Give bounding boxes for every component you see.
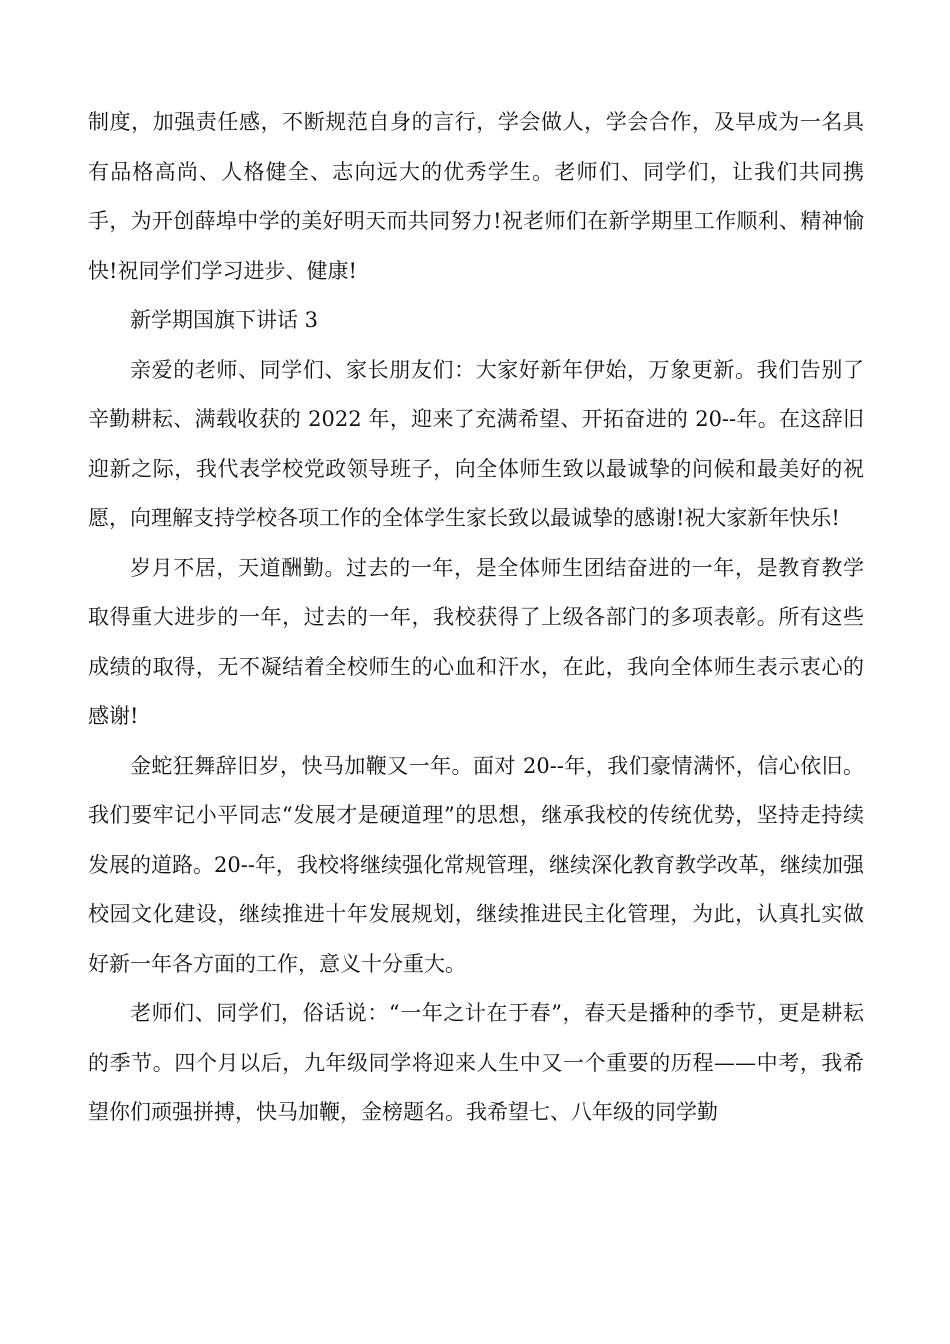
paragraph-past-year: 岁月不居，天道酬勤。过去的一年，是全体师生团结奋进的一年，是教育教学取得重大进步的一年，过去的一年，我校获得了上级各部门的多项表彰。所有这些成绩的取得，无不凝结着全校师生的心血和汗水，在此，我向全体师生表示衷心的感谢!: [88, 555, 864, 728]
section-heading: 新学期国旗下讲话 3: [130, 308, 319, 332]
paragraph-continuation: 制度，加强责任感，不断规范自身的言行，学会做人，学会合作，及早成为一名具有品格高尚、人格健全、志向远大的优秀学生。老师们、同学们，让我们共同携手，为开创薛埠中学的美好明天而共同努力!祝老师们在新学期里工作顺利、精神愉快!祝同学们学习进步、健康!: [88, 110, 864, 283]
paragraph-greeting: 亲爱的老师、同学们、家长朋友们：大家好新年伊始，万象更新。我们告别了辛勤耕耘、满载收获的 2022 年，迎来了充满希望、开拓奋进的 20--年。在这辞旧迎新之际，我代表学校党政领导班子，向全体师生致以最诚挚的问候和最美好的祝愿，向理解支持学校各项工作的全体学生家长致以最诚挚的感谢!祝大家新年快乐!: [88, 357, 864, 530]
paragraph-new-year: 金蛇狂舞辞旧岁，快马加鞭又一年。面对 20--年，我们豪情满怀，信心依旧。我们要牢记小平同志“发展才是硬道理”的思想，继承我校的传统优势，坚持走持续发展的道路。20--年，我校将继续强化常规管理，继续深化教育教学改革，继续加强校园文化建设，继续推进十年发展规划，继续推进民主化管理，为此，认真扎实做好新一年各方面的工作，意义十分重大。: [88, 753, 864, 976]
document-body: [88, 98, 864, 1138]
paragraph-spring: 老师们、同学们，俗话说：“一年之计在于春”，春天是播种的季节，更是耕耘的季节。四个月以后，九年级同学将迎来人生中又一个重要的历程——中考，我希望你们顽强拼搏，快马加鞭，金榜题名。我希望七、八年级的同学勤: [88, 1001, 864, 1124]
